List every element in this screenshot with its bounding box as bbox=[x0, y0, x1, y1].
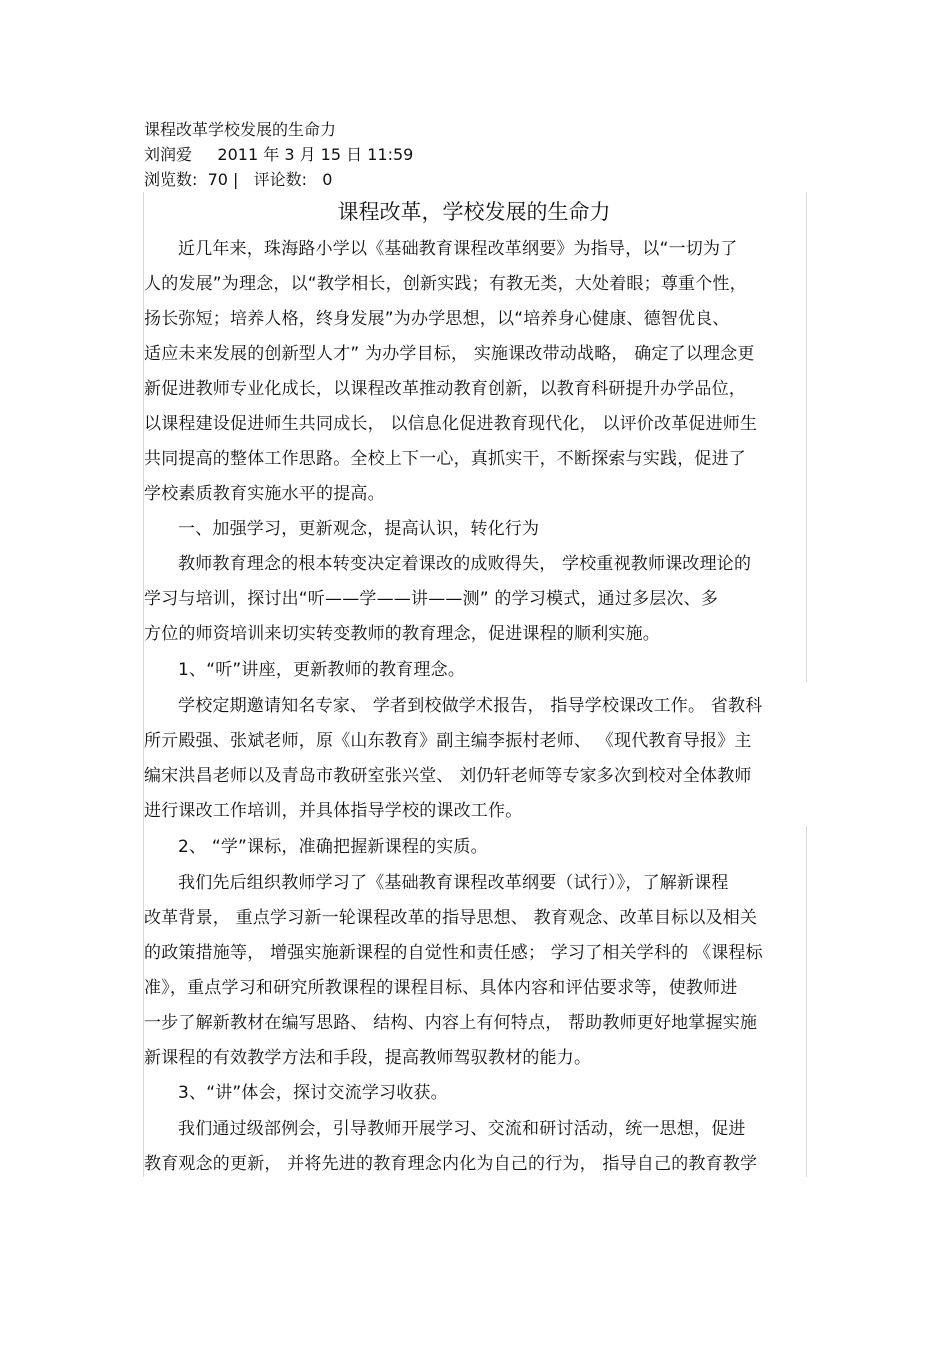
post-title: 课程改革学校发展的生命力 bbox=[144, 120, 337, 139]
paragraph-line: 共同提高的整体工作思路。全校上下一心，真抓实干，不断探索与实践，促进了 bbox=[144, 449, 746, 469]
subsection-heading: 1、“听”讲座，更新教师的教育理念。 bbox=[178, 660, 466, 680]
paragraph-line: 教育观念的更新， 并将先进的教育理念内化为自己的行为， 指导自己的教育教学 bbox=[144, 1154, 758, 1174]
paragraph-line: 一步了解新教材在编写思路、 结构、内容上有何特点， 帮助教师更好地掌握实施 bbox=[144, 1013, 758, 1033]
paragraph-line: 新促进教师专业化成长，以课程改革推动教育创新，以教育科研提升办学品位， bbox=[144, 379, 746, 399]
article-title: 课程改革，学校发展的生命力 bbox=[337, 200, 611, 224]
paragraph-line: 以课程建设促进师生共同成长， 以信息化促进教育现代化， 以评价改革促进师生 bbox=[144, 414, 758, 434]
paragraph-line: 近几年来，珠海路小学以《基础教育课程改革纲要》为指导，以“一切为了 bbox=[178, 239, 738, 259]
post-author-date: 刘润爱 2011 年 3 月 15 日 11:59 bbox=[144, 145, 414, 164]
paragraph-line: 新课程的有效教学方法和手段，提高教师驾驭教材的能力。 bbox=[144, 1048, 592, 1068]
subsection-heading: 3、“讲”体会，探讨交流学习收获。 bbox=[178, 1083, 448, 1103]
paragraph-line: 准》，重点学习和研究所教课程的课程目标、具体内容和评估要求等，使教师进 bbox=[144, 978, 738, 998]
paragraph-line: 扬长弥短；培养人格，终身发展”为办学思想，以“培养身心健康、德智优良、 bbox=[144, 309, 730, 329]
paragraph-line: 我们先后组织教师学习了《基础教育课程改革纲要（试行）》，了解新课程 bbox=[178, 873, 729, 893]
paragraph-line: 人的发展”为理念，以“教学相长，创新实践；有教无类，大处着眼；尊重个性， bbox=[144, 274, 747, 294]
paragraph-line: 的政策措施等， 增强实施新课程的自觉性和责任感； 学习了相关学科的 《课程标 bbox=[144, 943, 763, 963]
paragraph-line: 方位的师资培训来切实转变教师的教育理念，促进课程的顺利实施。 bbox=[144, 624, 660, 644]
paragraph-line: 所亓殿强、张斌老师，原《山东教育》副主编李振村老师、 《现代教育导报》主 bbox=[144, 731, 752, 751]
section-heading: 一、加强学习，更新观念，提高认识，转化行为 bbox=[178, 519, 540, 539]
paragraph-line: 改革背景， 重点学习新一轮课程改革的指导思想、 教育观念、改革目标以及相关 bbox=[144, 908, 758, 928]
content-right-border-1 bbox=[806, 192, 807, 682]
paragraph-line: 学校定期邀请知名专家、 学者到校做学术报告， 指导学校课改工作。 省教科 bbox=[178, 696, 763, 716]
paragraph-line: 进行课改工作培训，并具体指导学校的课改工作。 bbox=[144, 801, 523, 821]
post-stats: 浏览数: 70 | 评论数: 0 bbox=[144, 170, 333, 189]
paragraph-line: 编宋洪昌老师以及青岛市教研室张兴堂、 刘仍轩老师等专家多次到校对全体教师 bbox=[144, 766, 752, 786]
paragraph-line: 教师教育理念的根本转变决定着课改的成败得失， 学校重视教师课改理论的 bbox=[178, 554, 752, 574]
subsection-heading: 2、 “学”课标，准确把握新课程的实质。 bbox=[178, 837, 488, 857]
paragraph-line: 适应未来发展的创新型人才” 为办学目标， 实施课改带动战略， 确定了以理念更 bbox=[144, 344, 755, 364]
content-right-border-2 bbox=[806, 826, 807, 1177]
paragraph-line: 学校素质教育实施水平的提高。 bbox=[144, 484, 385, 504]
paragraph-line: 学习与培训，探讨出“听——学——讲——测” 的学习模式，通过多层次、多 bbox=[144, 589, 719, 609]
paragraph-line: 我们通过级部例会，引导教师开展学习、交流和研讨活动，统一思想，促进 bbox=[178, 1119, 746, 1139]
